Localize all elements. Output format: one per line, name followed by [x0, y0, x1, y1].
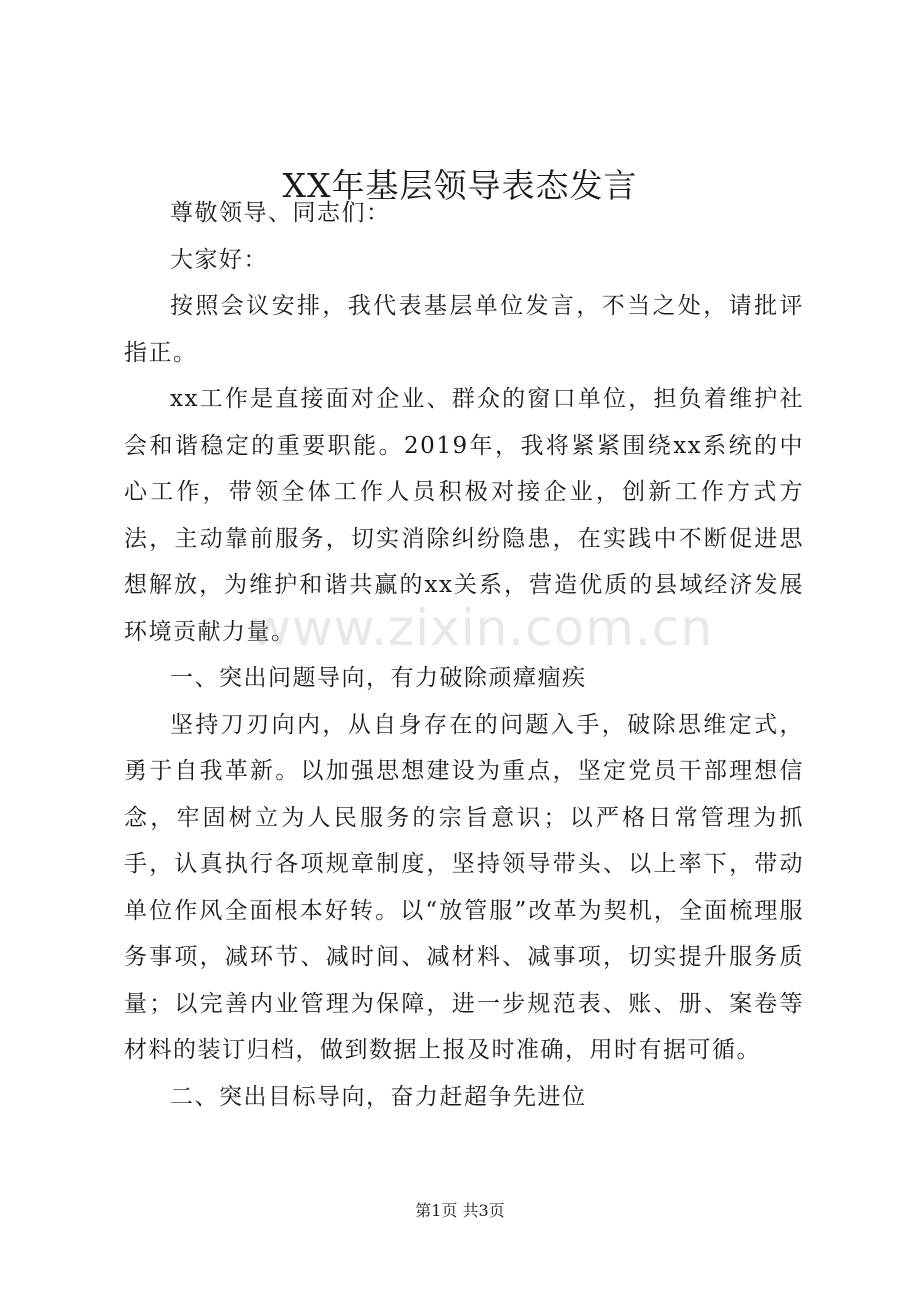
document-body	[124, 190, 804, 1120]
salutation: 尊敬领导、同志们：	[170, 200, 391, 226]
page-footer: 第1页 共3页	[415, 1201, 505, 1220]
intro-paragraph: xx工作是直接面对企业、群众的窗口单位，担负着维护社会和谐稳定的重要职能。2019年，我将紧紧围绕xx系统的中心工作，带领全体工作人员积极对接企业，创新工作方式方法，主动靠前服务，切实消除纠纷隐患，在实践中不断促进思想解放，为维护和谐共赢的xx关系，营造优质的县域经济发展环境贡献力量。	[124, 386, 804, 645]
section-heading-2: 二、突出目标导向，奋力赶超争先进位	[170, 1083, 587, 1110]
section-paragraph-1: 坚持刀刃向内，从自身存在的问题入手，破除思维定式，勇于自我革新。以加强思想建设为重点，坚定党员干部理想信念，牢固树立为人民服务的宗旨意识；以严格日常管理为抓手，认真执行各项规章制度，坚持领导带头、以上率下，带动单位作风全面根本好转。以“放管服”改革为契机，全面梳理服务事项，减环节、减时间、减材料、减事项，切实提升服务质量；以完善内业管理为保障，进一步规范表、账、册、案卷等材料的装订归档，做到数据上报及时准确，用时有据可循。	[124, 711, 804, 1063]
document-title: XX年基层领导表态发言	[282, 166, 638, 205]
watermark-text: www.zixin.com.cn	[250, 599, 714, 657]
section-heading-1: 一、突出问题导向，有力破除顽瘴痼疾	[170, 665, 587, 691]
greeting: 大家好：	[170, 246, 268, 273]
opening-paragraph: 按照会议安排，我代表基层单位发言，不当之处，请批评指正。	[124, 293, 804, 366]
